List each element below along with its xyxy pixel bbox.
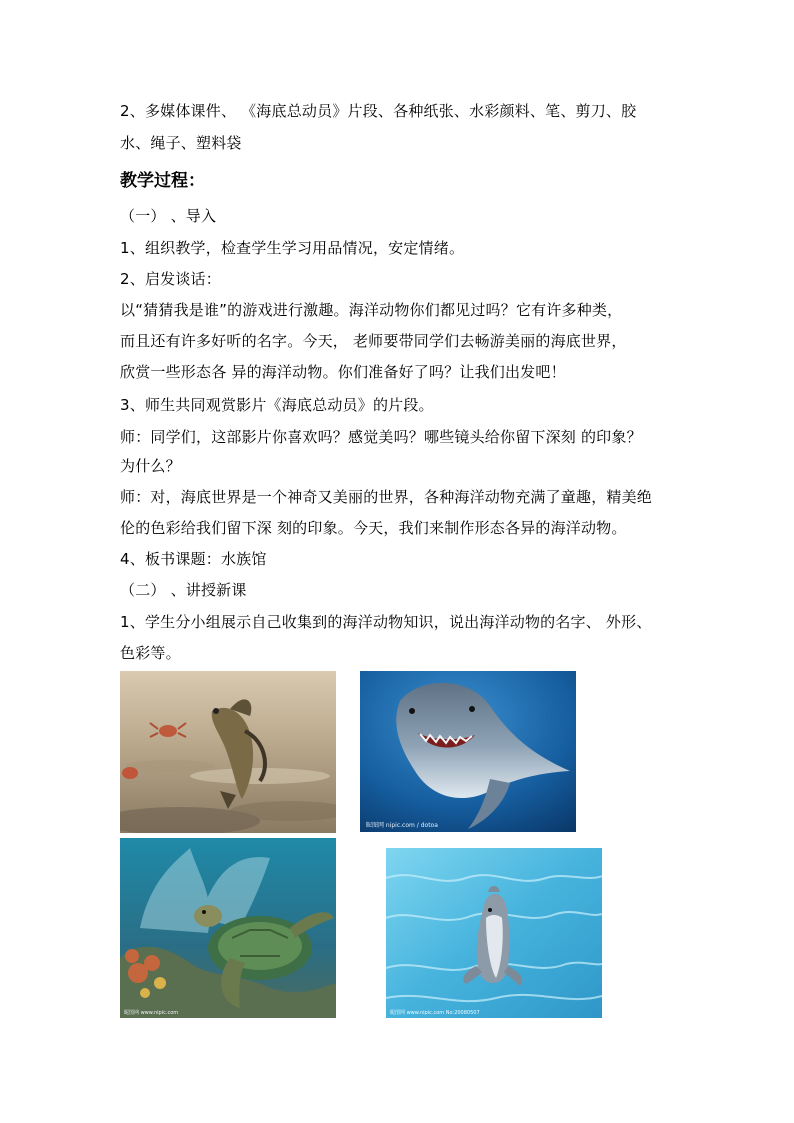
section1-title: （一） 、导入 bbox=[120, 207, 217, 225]
materials-line-2: 水、绳子、塑料袋 bbox=[120, 134, 242, 152]
question-line-2: 为什么？ bbox=[120, 457, 181, 475]
shark-watermark: 昵图网 nipic.com / dotoa bbox=[366, 822, 438, 829]
process-heading: 教学过程： bbox=[120, 171, 205, 191]
materials-line-1: 2、多媒体课件、 《海底总动员》片段、各种纸张、水彩颜料、笔、剪刀、胶 bbox=[120, 102, 637, 120]
dolphin-watermark: 昵图网 www.nipic.com No:20080507 bbox=[390, 1010, 480, 1016]
answer-line-2: 伦的色彩给我们留下深 刻的印象。今天，我们来制作形态各异的海洋动物。 bbox=[120, 519, 627, 537]
mudskipper-photo bbox=[120, 671, 336, 833]
section1-item3: 3、师生共同观赏影片《海底总动员》的片段。 bbox=[120, 396, 434, 414]
turtle-photo bbox=[120, 838, 336, 1018]
answer-line-1: 师：对，海底世界是一个神奇又美丽的世界，各种海洋动物充满了童趣，精美绝 bbox=[120, 488, 653, 506]
section2-item1-line-1: 1、学生分小组展示自己收集到的海洋动物知识，说出海洋动物的名字、 外形、 bbox=[120, 613, 652, 631]
dolphin-photo bbox=[386, 848, 602, 1018]
section1-item4: 4、板书课题：水族馆 bbox=[120, 550, 267, 568]
section1-item1: 1、组织教学，检查学生学习用品情况，安定情绪。 bbox=[120, 239, 465, 257]
talk-line-1: 以“猜猜我是谁”的游戏进行激趣。海洋动物你们都见过吗？它有许多种类， bbox=[120, 301, 623, 319]
shark-photo bbox=[360, 671, 576, 832]
turtle-watermark: 昵图网 www.nipic.com bbox=[124, 1010, 179, 1016]
talk-line-2: 而且还有许多好听的名字。今天， 老师要带同学们去畅游美丽的海底世界， bbox=[120, 332, 627, 350]
section2-title: （二） 、讲授新课 bbox=[120, 581, 247, 599]
talk-line-3: 欣赏一些形态各 异的海洋动物。你们准备好了吗？让我们出发吧！ bbox=[120, 363, 566, 381]
question-line-1: 师：同学们，这部影片你喜欢吗？感觉美吗？哪些镜头给你留下深刻 的印象？ bbox=[120, 428, 642, 446]
section1-item2: 2、启发谈话： bbox=[120, 270, 221, 288]
section2-item1-line-2: 色彩等。 bbox=[120, 644, 181, 662]
